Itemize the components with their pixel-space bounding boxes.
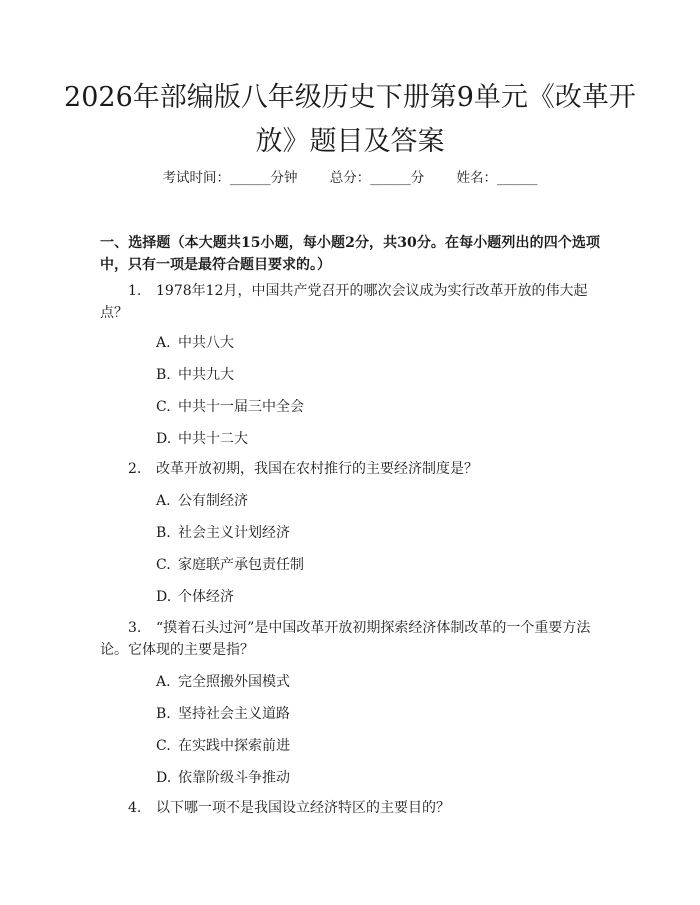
option-letter: D. [156, 431, 172, 447]
option-3d [156, 768, 290, 788]
option-3a [156, 672, 290, 692]
question-text: 以下哪一项不是我国设立经济特区的主要目的？ [156, 800, 450, 816]
option-text: 坚持社会主义道路 [178, 706, 290, 722]
option-2d [156, 587, 234, 607]
option-text: 在实践中探索前进 [178, 738, 290, 754]
question-3 [100, 617, 600, 661]
option-text: 依靠阶级斗争推动 [178, 770, 290, 786]
question-4 [100, 797, 600, 819]
option-3c [156, 736, 290, 756]
option-1d [156, 429, 248, 449]
page-title: 2026年部编版八年级历史下册第9单元《改革开放》题目及答案 [64, 82, 636, 157]
option-letter: C. [156, 557, 171, 573]
option-text: 个体经济 [178, 589, 234, 605]
option-letter: D. [156, 770, 172, 786]
exam-info [0, 168, 700, 188]
option-letter: B. [156, 525, 171, 541]
option-letter: A. [156, 335, 171, 351]
question-2 [100, 458, 600, 480]
option-text: 中共十二大 [178, 431, 248, 447]
question-number: 3. [128, 620, 142, 636]
question-number: 2. [128, 461, 142, 477]
option-letter: B. [156, 706, 171, 722]
option-1a [156, 333, 234, 353]
option-letter: D. [156, 589, 172, 605]
option-text: 社会主义计划经济 [178, 525, 290, 541]
question-text: “摸着石头过河”是中国改革开放初期探索经济体制改革的一个重要方法论。它体现的主要是指？ [100, 620, 591, 658]
option-2b [156, 523, 290, 543]
option-letter: B. [156, 367, 171, 383]
option-letter: A. [156, 493, 171, 509]
exam-time-field: 考试时间：______分钟 [162, 170, 298, 186]
question-number: 1. [128, 283, 142, 299]
student-name-field: 姓名：______ [456, 170, 538, 186]
option-text: 家庭联产承包责任制 [178, 557, 304, 573]
question-text: 1978年12月，中国共产党召开的哪次会议成为实行改革开放的伟大起点？ [100, 283, 588, 321]
option-letter: A. [156, 674, 171, 690]
option-1b [156, 365, 234, 385]
option-letter: C. [156, 399, 171, 415]
option-text: 公有制经济 [178, 493, 248, 509]
option-text: 完全照搬外国模式 [178, 674, 290, 690]
section-header: 一、选择题（本大题共15小题，每小题2分，共30分。在每小题列出的四个选项中，只有一项是最符合题目要求的。） [100, 235, 600, 273]
option-text: 中共九大 [178, 367, 234, 383]
question-number: 4. [128, 800, 142, 816]
option-1c [156, 397, 304, 417]
total-score-field: 总分：______分 [329, 170, 425, 186]
option-letter: C. [156, 738, 171, 754]
question-text: 改革开放初期，我国在农村推行的主要经济制度是？ [156, 461, 478, 477]
option-2a [156, 491, 248, 511]
option-text: 中共八大 [178, 335, 234, 351]
question-1 [100, 280, 600, 324]
option-text: 中共十一届三中全会 [178, 399, 304, 415]
option-3b [156, 704, 290, 724]
option-2c [156, 555, 304, 575]
